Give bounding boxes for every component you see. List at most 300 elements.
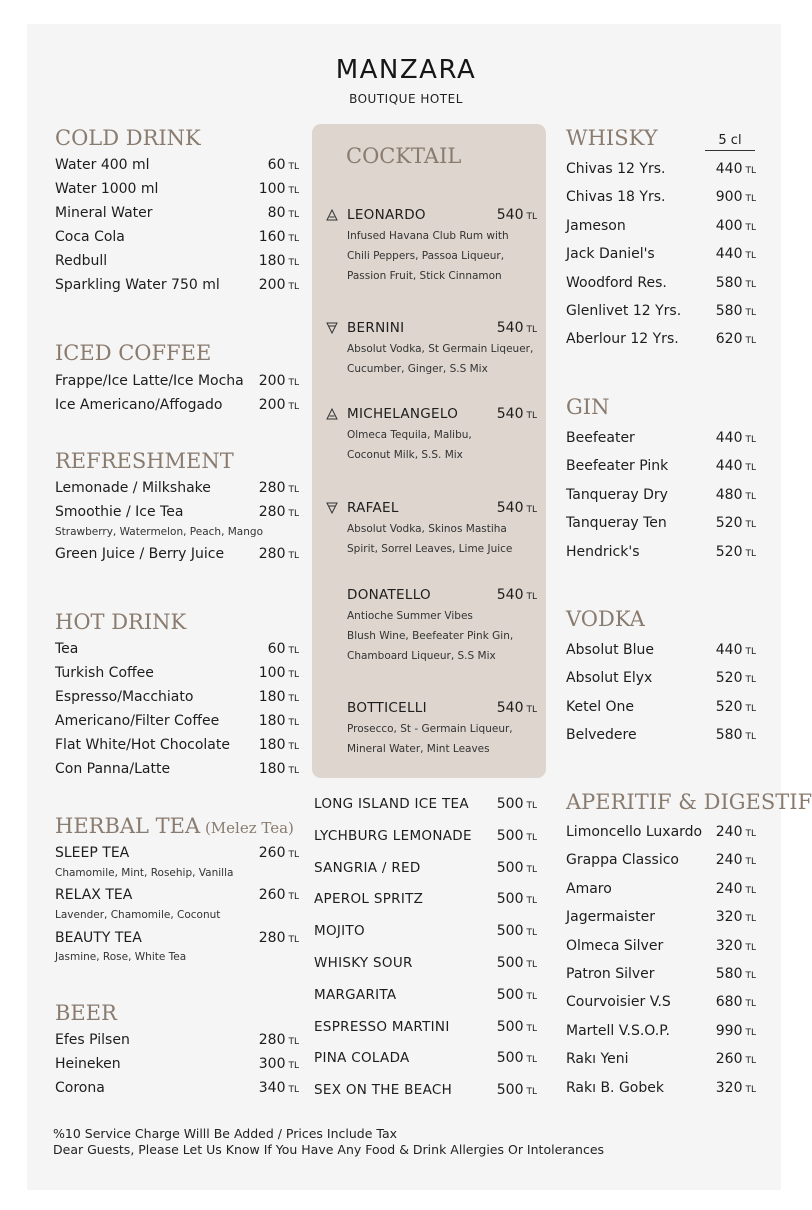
item-name: Glenlivet 12 Yrs. <box>566 303 682 319</box>
classic-cocktail-price <box>470 828 537 844</box>
item-price <box>230 1032 299 1048</box>
item-name: Olmeca Silver <box>566 937 664 954</box>
item-name: Belvedere <box>566 727 637 744</box>
item-name: Heineken <box>55 1056 121 1072</box>
item-note: Chamomile, Mint, Rosehip, Vanilla <box>55 867 234 879</box>
item-price <box>690 670 756 686</box>
cocktail-description-line: Coconut Milk, S.S. Mix <box>347 449 463 461</box>
item-price <box>230 737 299 753</box>
item-name: Flat White/Hot Chocolate <box>55 737 230 753</box>
cocktail-name: BOTTICELLI <box>347 700 427 716</box>
price-value: 440 <box>715 430 743 446</box>
currency-label: TL <box>745 675 756 686</box>
item-price <box>690 430 756 446</box>
price-value: 500 <box>496 923 524 940</box>
item-price <box>690 161 756 177</box>
cocktail-price <box>470 406 537 422</box>
price-value: 440 <box>715 458 743 475</box>
price-value: 260 <box>258 887 286 903</box>
triangle-down-icon <box>326 322 338 334</box>
price-value: 200 <box>258 373 286 389</box>
item-name: Jagermaister <box>566 909 655 926</box>
price-value: 500 <box>496 891 524 908</box>
currency-label: TL <box>745 703 756 714</box>
currency-label: TL <box>526 1087 537 1098</box>
whisky-unit: 5 cl <box>705 133 755 151</box>
currency-label: TL <box>745 1027 756 1038</box>
price-value: 320 <box>715 909 743 926</box>
currency-label: TL <box>288 234 299 244</box>
price-value: 200 <box>258 277 286 293</box>
cocktail-name: DONATELLO <box>347 587 431 603</box>
item-price <box>690 331 756 347</box>
section-title-text: HOT DRINK <box>55 610 187 634</box>
currency-label: TL <box>288 210 299 220</box>
price-value: 540 <box>496 320 524 336</box>
classic-cocktail-price <box>470 860 537 876</box>
price-value: 500 <box>496 859 524 876</box>
classic-cocktail-price <box>470 1019 537 1035</box>
currency-label: TL <box>526 1023 537 1034</box>
currency-label: TL <box>745 463 756 474</box>
price-value: 100 <box>258 665 286 681</box>
item-name: Chivas 18 Yrs. <box>566 189 666 206</box>
item-price <box>690 699 756 715</box>
currency-label: TL <box>288 485 299 495</box>
currency-label: TL <box>745 435 756 445</box>
classic-cocktail-name: LONG ISLAND ICE TEA <box>314 796 469 812</box>
item-name: Sparkling Water 750 ml <box>55 277 220 293</box>
section-title <box>55 126 201 150</box>
price-value: 500 <box>496 796 524 812</box>
currency-label: TL <box>288 509 299 519</box>
price-value: 180 <box>258 737 286 753</box>
price-value: 340 <box>258 1080 286 1096</box>
price-value: 540 <box>496 700 524 716</box>
cocktail-description-line: Passion Fruit, Stick Cinnamon <box>347 270 502 282</box>
item-name: Limoncello Luxardo <box>566 824 703 840</box>
item-name: Tanqueray Ten <box>566 515 667 532</box>
section-title-text: ICED COFFEE <box>55 341 212 365</box>
price-value: 540 <box>496 207 524 223</box>
item-price <box>690 1051 756 1067</box>
currency-label: TL <box>288 718 299 728</box>
cocktail-description-line: Infused Havana Club Rum with <box>347 230 509 242</box>
price-value: 440 <box>715 642 743 658</box>
footer-service-charge: %10 Service Charge Willl Be Added / Prices Include Tax <box>53 1126 398 1141</box>
item-name: Smoothie / Ice Tea <box>55 504 184 520</box>
cocktail-name: BERNINI <box>347 320 405 336</box>
item-price <box>690 246 756 262</box>
currency-label: TL <box>288 670 299 680</box>
price-value: 260 <box>715 1051 743 1068</box>
item-name: Coca Cola <box>55 229 125 245</box>
classic-cocktail-name: APEROL SPRITZ <box>314 891 424 908</box>
price-value: 500 <box>496 1082 524 1099</box>
item-name: Martell V.S.O.P. <box>566 1022 670 1039</box>
cocktail-name: RAFAEL <box>347 500 399 516</box>
currency-label: TL <box>526 592 537 602</box>
currency-label: TL <box>745 1084 756 1095</box>
item-price <box>690 727 756 743</box>
currency-label: TL <box>526 896 537 907</box>
item-price <box>230 546 299 562</box>
item-price <box>230 665 299 681</box>
classic-cocktail-price <box>470 1082 537 1098</box>
item-price <box>690 458 756 474</box>
price-value: 580 <box>715 274 743 291</box>
price-value: 520 <box>715 515 743 532</box>
item-price <box>690 994 756 1010</box>
item-price <box>690 218 756 234</box>
item-price <box>230 397 299 413</box>
item-price <box>230 713 299 729</box>
item-price <box>690 1023 756 1039</box>
currency-label: TL <box>288 1085 299 1095</box>
item-price <box>230 689 299 705</box>
item-name: Corona <box>55 1080 105 1096</box>
price-value: 500 <box>496 827 524 844</box>
item-price <box>230 887 299 903</box>
classic-cocktail-name: MOJITO <box>314 923 365 940</box>
currency-label: TL <box>288 402 299 412</box>
item-price <box>690 1080 756 1096</box>
item-price <box>230 845 299 861</box>
item-price <box>690 515 756 531</box>
item-price <box>690 189 756 205</box>
item-name: BEAUTY TEA <box>55 930 142 946</box>
currency-label: TL <box>526 864 537 875</box>
price-value: 580 <box>715 303 743 319</box>
currency-label: TL <box>745 647 756 657</box>
currency-label: TL <box>288 378 299 388</box>
cocktail-name: LEONARDO <box>347 207 426 223</box>
item-price <box>230 930 299 946</box>
section-title-text: BEER <box>55 1001 117 1025</box>
cocktail-title: COCKTAIL <box>346 144 462 168</box>
currency-label: TL <box>745 914 756 925</box>
price-value: 440 <box>715 246 743 263</box>
currency-label: TL <box>288 282 299 292</box>
currency-label: TL <box>526 705 537 715</box>
price-value: 60 <box>267 641 286 657</box>
item-price <box>690 544 756 560</box>
price-value: 990 <box>715 1022 743 1039</box>
currency-label: TL <box>745 971 756 981</box>
price-value: 160 <box>258 229 286 245</box>
price-value: 320 <box>715 937 743 954</box>
currency-label: TL <box>288 1061 299 1071</box>
item-name: Grappa Classico <box>566 852 679 869</box>
item-price <box>690 642 756 658</box>
item-name: Green Juice / Berry Juice <box>55 546 225 562</box>
section-title <box>55 610 186 634</box>
currency-label: TL <box>745 222 756 233</box>
classic-cocktail-name: LYCHBURG LEMONADE <box>314 827 472 844</box>
classic-cocktail-name: SANGRIA / RED <box>314 859 421 876</box>
cocktail-description-line: Chili Peppers, Passoa Liqueur, <box>347 250 505 262</box>
price-value: 300 <box>258 1056 286 1072</box>
item-name: Mineral Water <box>55 205 153 221</box>
item-price <box>230 641 299 657</box>
item-name: Efes Pilsen <box>55 1032 130 1048</box>
price-value: 240 <box>715 880 743 897</box>
item-price <box>690 881 756 897</box>
price-value: 60 <box>267 157 286 173</box>
item-name: Lemonade / Milkshake <box>55 480 211 496</box>
cocktail-description-line: Antioche Summer Vibes <box>347 610 473 622</box>
section-title <box>55 1001 117 1025</box>
item-price <box>230 205 299 221</box>
cocktail-description-line: Spirit, Sorrel Leaves, Lime Juice <box>347 543 513 555</box>
price-value: 280 <box>258 546 286 562</box>
price-value: 260 <box>258 845 286 861</box>
price-value: 240 <box>715 824 743 840</box>
price-value: 520 <box>715 698 743 715</box>
price-value: 480 <box>715 486 743 503</box>
item-price <box>230 229 299 245</box>
price-value: 500 <box>496 955 524 971</box>
item-price <box>690 275 756 291</box>
item-name: Courvoisier V.S <box>566 994 671 1011</box>
item-name: Ice Americano/Affogado <box>55 397 223 413</box>
classic-cocktail-price <box>470 796 537 812</box>
item-price <box>230 480 299 496</box>
classic-cocktail-price <box>470 891 537 907</box>
price-value: 900 <box>715 189 743 206</box>
item-name: Americano/Filter Coffee <box>55 713 220 729</box>
currency-label: TL <box>526 991 537 1002</box>
item-name: Ketel One <box>566 698 635 715</box>
currency-label: TL <box>745 308 756 318</box>
currency-label: TL <box>745 548 756 559</box>
currency-label: TL <box>745 732 756 743</box>
item-name: Jack Daniel's <box>566 246 655 263</box>
item-price <box>230 157 299 173</box>
item-name: Jameson <box>566 217 626 234</box>
currency-label: TL <box>288 935 299 945</box>
currency-label: TL <box>745 942 756 953</box>
currency-label: TL <box>288 186 299 196</box>
cocktail-price <box>470 207 537 223</box>
item-name: Patron Silver <box>566 966 655 982</box>
triangle-up-icon <box>326 408 338 420</box>
price-value: 500 <box>496 986 524 1003</box>
price-value: 180 <box>258 689 286 705</box>
currency-label: TL <box>526 928 537 939</box>
price-value: 520 <box>715 543 743 560</box>
currency-label: TL <box>288 646 299 656</box>
currency-label: TL <box>745 1056 756 1067</box>
currency-label: TL <box>745 251 756 262</box>
item-name: Tanqueray Dry <box>566 486 668 503</box>
section-title: APERITIF & DIGESTIF <box>566 790 812 814</box>
price-value: 580 <box>715 727 743 744</box>
cocktail-description-line: Absolut Vodka, St Germain Liqeuer, <box>347 343 534 355</box>
cocktail-price <box>470 700 537 716</box>
classic-cocktail-price <box>470 955 537 971</box>
item-name: Aberlour 12 Yrs. <box>566 331 679 348</box>
cocktail-description-line: Olmeca Tequila, Malibu, <box>347 429 472 441</box>
item-price <box>230 504 299 520</box>
item-price <box>690 852 756 868</box>
item-name: Con Panna/Latte <box>55 761 171 777</box>
currency-label: TL <box>526 212 537 222</box>
item-name: Rakı Yeni <box>566 1051 629 1068</box>
price-value: 520 <box>715 670 743 687</box>
triangle-down-icon <box>326 502 338 514</box>
item-name: Woodford Res. <box>566 274 667 291</box>
currency-label: TL <box>745 857 756 868</box>
item-name: SLEEP TEA <box>55 845 130 861</box>
item-price <box>230 181 299 197</box>
item-price <box>230 761 299 777</box>
cocktail-description-line: Chamboard Liqueur, S.S Mix <box>347 650 496 662</box>
item-note: Lavender, Chamomile, Coconut <box>55 909 221 921</box>
currency-label: TL <box>745 336 756 347</box>
currency-label: TL <box>526 325 537 335</box>
item-name: Absolut Blue <box>566 642 655 658</box>
item-name: Chivas 12 Yrs. <box>566 161 666 177</box>
price-value: 620 <box>715 331 743 348</box>
section-title-suffix: (Melez Tea) <box>200 819 294 837</box>
price-value: 240 <box>715 852 743 869</box>
section-title: WHISKY <box>566 126 658 150</box>
classic-cocktail-name: PINA COLADA <box>314 1050 410 1067</box>
item-price <box>690 303 756 319</box>
item-name: Redbull <box>55 253 108 269</box>
currency-label: TL <box>745 829 756 839</box>
item-name: Amaro <box>566 880 612 897</box>
section-title <box>55 341 211 365</box>
item-price <box>230 1080 299 1096</box>
price-value: 280 <box>258 504 286 520</box>
item-price <box>690 966 756 982</box>
item-price <box>690 824 756 840</box>
currency-label: TL <box>288 162 299 172</box>
section-title-text: COLD DRINK <box>55 126 201 150</box>
currency-label: TL <box>526 832 537 843</box>
section-title-text: REFRESHMENT <box>55 449 234 473</box>
currency-label: TL <box>288 1037 299 1047</box>
section-title: GIN <box>566 395 610 419</box>
price-value: 320 <box>715 1079 743 1096</box>
cocktail-description-line: Absolut Vodka, Skinos Mastiha <box>347 523 507 535</box>
brand-name: MANZARA <box>335 55 477 85</box>
currency-label: TL <box>288 258 299 268</box>
price-value: 400 <box>715 217 743 234</box>
price-value: 280 <box>258 480 286 496</box>
currency-label: TL <box>526 960 537 970</box>
item-price <box>690 909 756 925</box>
cocktail-price <box>470 320 537 336</box>
item-price <box>230 373 299 389</box>
price-value: 540 <box>496 500 524 516</box>
currency-label: TL <box>526 505 537 515</box>
price-value: 180 <box>258 713 286 729</box>
currency-label: TL <box>288 892 299 902</box>
triangle-up-icon <box>326 209 338 221</box>
classic-cocktail-price <box>470 923 537 939</box>
section-title-text: HERBAL TEA <box>55 814 201 838</box>
item-name: Espresso/Macchiato <box>55 689 194 705</box>
currency-label: TL <box>745 194 756 205</box>
item-note: Jasmine, Rose, White Tea <box>55 951 187 963</box>
price-value: 680 <box>715 994 743 1011</box>
currency-label: TL <box>745 166 756 176</box>
item-name: Tea <box>55 641 79 657</box>
item-name: Beefeater <box>566 430 635 446</box>
currency-label: TL <box>288 850 299 860</box>
cocktail-description-line: Blush Wine, Beefeater Pink Gin, <box>347 630 514 642</box>
item-name: Frappe/Ice Latte/Ice Mocha <box>55 373 244 389</box>
brand-subtitle: BOUTIQUE HOTEL <box>349 92 463 106</box>
classic-cocktail-name: MARGARITA <box>314 986 397 1003</box>
item-name: RELAX TEA <box>55 887 133 903</box>
currency-label: TL <box>288 742 299 752</box>
currency-label: TL <box>745 999 756 1010</box>
item-name: Water 1000 ml <box>55 181 159 197</box>
currency-label: TL <box>526 1055 537 1066</box>
currency-label: TL <box>745 491 756 502</box>
price-value: 100 <box>258 181 286 197</box>
classic-cocktail-name: SEX ON THE BEACH <box>314 1082 453 1099</box>
currency-label: TL <box>288 551 299 561</box>
price-value: 280 <box>258 930 286 946</box>
item-name: Hendrick's <box>566 543 640 560</box>
section-title <box>55 814 294 838</box>
price-value: 580 <box>715 966 743 982</box>
price-value: 80 <box>267 205 286 221</box>
price-value: 200 <box>258 397 286 413</box>
classic-cocktail-price <box>470 987 537 1003</box>
item-name: Absolut Elyx <box>566 670 653 687</box>
currency-label: TL <box>288 694 299 704</box>
cocktail-description-line: Prosecco, St - Germain Liqueur, <box>347 723 513 735</box>
price-value: 440 <box>715 161 743 177</box>
section-title: VODKA <box>566 607 645 631</box>
currency-label: TL <box>526 801 537 811</box>
price-value: 540 <box>496 587 524 603</box>
classic-cocktail-name: ESPRESSO MARTINI <box>314 1018 450 1035</box>
currency-label: TL <box>745 520 756 531</box>
currency-label: TL <box>745 885 756 896</box>
price-value: 180 <box>258 253 286 269</box>
price-value: 180 <box>258 761 286 777</box>
classic-cocktail-price <box>470 1050 537 1066</box>
item-name: Turkish Coffee <box>55 665 154 681</box>
currency-label: TL <box>526 411 537 421</box>
price-value: 500 <box>496 1050 524 1067</box>
item-note: Strawberry, Watermelon, Peach, Mango <box>55 526 263 538</box>
price-value: 280 <box>258 1032 286 1048</box>
cocktail-description-line: Mineral Water, Mint Leaves <box>347 743 490 755</box>
currency-label: TL <box>288 766 299 776</box>
item-name: Beefeater Pink <box>566 458 669 475</box>
item-price <box>230 277 299 293</box>
item-name: Water 400 ml <box>55 157 150 173</box>
item-name: Rakı B. Gobek <box>566 1079 664 1096</box>
footer-allergy-note: Dear Guests, Please Let Us Know If You Have Any Food & Drink Allergies Or Intolerances <box>53 1142 605 1157</box>
currency-label: TL <box>745 279 756 290</box>
section-title <box>55 449 234 473</box>
cocktail-description-line: Cucumber, Ginger, S.S Mix <box>347 363 488 375</box>
price-value: 540 <box>496 406 524 422</box>
price-value: 500 <box>496 1018 524 1035</box>
classic-cocktail-name: WHISKY SOUR <box>314 955 413 971</box>
cocktail-price <box>470 500 537 516</box>
cocktail-price <box>470 587 537 603</box>
